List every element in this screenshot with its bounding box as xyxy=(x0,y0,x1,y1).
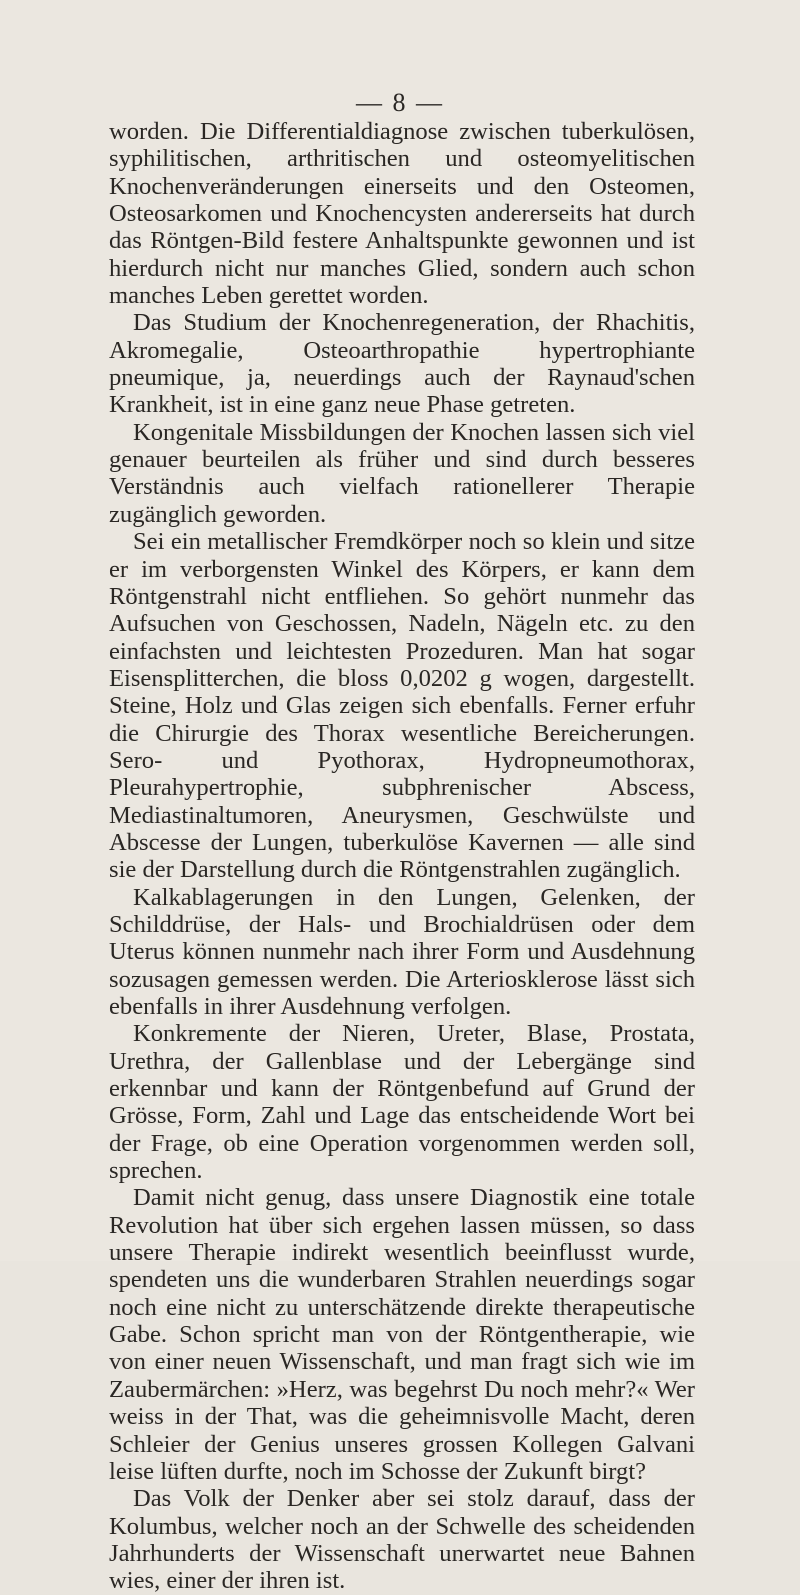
paragraph-kolumbus: Das Volk der Denker aber sei stolz darauf, dass der Kolumbus, welcher noch an der Schwelle des scheidenden Jahrhunderts der Wissenschaft unerwartet neue Bahnen wies, einer der ihren ist. xyxy=(109,1485,695,1595)
body-text xyxy=(109,118,695,1595)
page-number: — 8 — xyxy=(356,88,444,117)
paragraph-fremdkoerper: Sei ein metallischer Fremdkörper noch so klein und sitze er im verborgensten Winkel des Körpers, er kann dem Röntgenstrahl nicht entfliehen. So gehört nunmehr das Aufsuchen von Geschossen, Nadeln, Nägeln etc. zu den einfachsten und leichtesten Prozeduren. Man hat sogar Eisensplitterchen, die bloss 0,0202 g wogen, dargestellt. Steine, Holz und Glas zeigen sich ebenfalls. Ferner erfuhr die Chirurgie des Thorax wesentliche Bereicherungen. Sero- und Pyothorax, Hydropneumothorax, Pleurahypertrophie, subphrenischer Abscess, Mediastinaltumoren, Aneurysmen, Geschwülste und Abscesse der Lungen, tuberkulöse Kavernen — alle sind sie der Darstellung durch die Röntgenstrahlen zugänglich. xyxy=(109,528,695,884)
paragraph-kalkablagerungen: Kalkablagerungen in den Lungen, Gelenken, der Schilddrüse, der Hals- und Brochialdrüsen oder dem Uterus können nunmehr nach ihrer Form und Ausdehnung sozusagen gemessen werden. Die Arteriosklerose lässt sich ebenfalls in ihrer Ausdehnung verfolgen. xyxy=(109,883,695,1020)
paragraph-knochenregeneration: Das Studium der Knochenregeneration, der Rhachitis, Akromegalie, Osteoarthropathie hypertrophiante pneumique, ja, neuerdings auch der Raynaud'schen Krankheit, ist in eine ganz neue Phase getreten. xyxy=(109,309,695,419)
paragraph-differentialdiagnose: worden. Die Differentialdiagnose zwischen tuberkulösen, syphilitischen, arthritischen und osteomyelitischen Knochenveränderungen einerseits und den Osteomen, Osteosarkomen und Knochencysten andererseits hat durch das Röntgen-Bild festere Anhaltspunkte gewonnen und ist hierdurch nicht nur manches Glied, sondern auch schon manches Leben gerettet worden. xyxy=(109,118,695,310)
paragraph-missbildungen: Kongenitale Missbildungen der Knochen lassen sich viel genauer beurteilen als früher und sind durch besseres Verständnis auch vielfach rationellerer Therapie zugänglich geworden. xyxy=(109,418,695,528)
paragraph-therapie: Damit nicht genug, dass unsere Diagnostik eine totale Revolution hat über sich ergehen lassen müssen, so dass unsere Therapie indirekt wesentlich beeinflusst wurde, spendeten uns die wunderbaren Strahlen neuerdings sogar noch eine nicht zu unterschätzende direkte therapeutische Gabe. Schon spricht man von der Röntgentherapie, wie von einer neuen Wissenschaft, und man fragt sich wie im Zaubermärchen: »Herz, was begehrst Du noch mehr?« Wer weiss in der That, was die geheimnisvolle Macht, deren Schleier der Genius unseres grossen Kollegen Galvani leise lüften durfte, noch im Schosse der Zukunft birgt? xyxy=(109,1184,695,1485)
paragraph-konkremente: Konkremente der Nieren, Ureter, Blase, Prostata, Urethra, der Gallenblase und der Lebergänge sind erkennbar und kann der Röntgenbefund auf Grund der Grösse, Form, Zahl und Lage das entscheidende Wort bei der Frage, ob eine Operation vorgenommen werden soll, sprechen. xyxy=(109,1020,695,1185)
